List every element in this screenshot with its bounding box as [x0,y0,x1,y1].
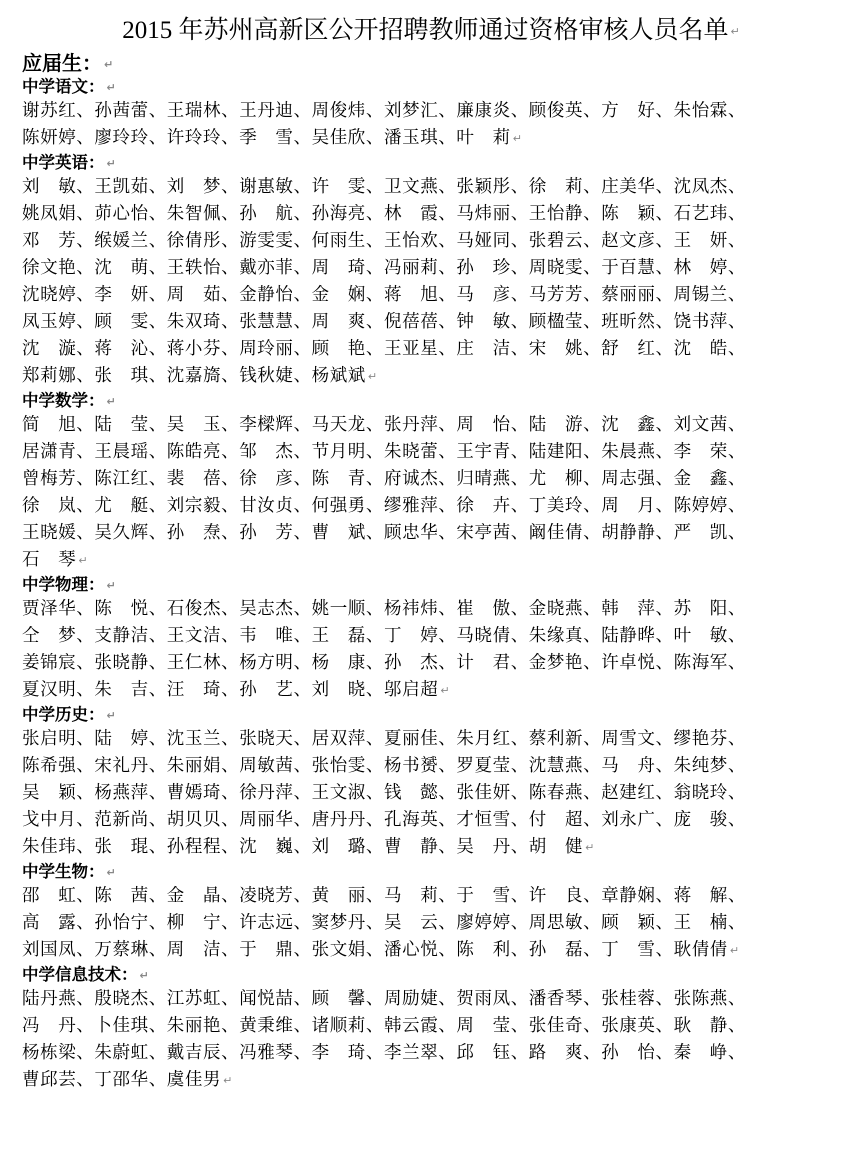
name-list-line [22,547,840,574]
paragraph-mark-icon: ↵ [78,554,89,567]
name-list-line [22,1040,840,1067]
subject-heading [22,964,840,986]
paragraph-mark-icon: ↵ [106,578,116,592]
name-list-text: 郑莉娜、张 琪、沈嘉旖、钱秋婕、杨斌斌 [22,366,366,386]
name-list-text: 刘国凤、万蔡琳、周 洁、于 鼎、张文娟、潘心悦、陈 利、孙 磊、丁 雪、耿倩倩 [22,940,728,960]
name-list-line [22,282,840,309]
name-list-text: 邓 芳、缑媛兰、徐倩彤、游雯雯、何雨生、王怡欢、马娅同、张碧云、赵文彦、王 妍、 [22,231,746,251]
paragraph-mark-icon: ↵ [106,708,116,722]
paragraph-mark-icon: ↵ [106,394,116,408]
name-list-line [22,412,840,439]
name-list-text: 朱佳玮、张 琨、孙程程、沈 巍、刘 璐、曹 静、吴 丹、胡 健 [22,837,584,857]
subject-heading-text: 中学英语： [22,153,105,172]
name-list-line [22,986,840,1013]
name-list-line [22,201,840,228]
subject-heading [22,390,840,412]
name-list-text: 高 露、孙怡宁、柳 宁、许志远、窦梦丹、吴 云、廖婷婷、周思敏、顾 颖、王 楠、 [22,913,746,933]
name-list-line [22,336,840,363]
subject-heading [22,152,840,174]
name-list-line [22,98,840,125]
name-list-line [22,174,840,201]
name-list-text: 冯 丹、卜佳琪、朱丽艳、黄秉维、诸顺莉、韩云霞、周 莹、张佳奇、张康英、耿 静、 [22,1016,746,1036]
document-title [22,14,840,48]
name-list-text: 陈希强、宋礼丹、朱丽娟、周敏茜、张怡雯、杨书赟、罗夏莹、沈慧燕、马 舟、朱纯梦、 [22,756,746,776]
subject-heading-text: 中学生物： [22,862,105,881]
name-list-line [22,1013,840,1040]
name-list-line [22,753,840,780]
name-list-text: 戈中月、范新尚、胡贝贝、周丽华、唐丹丹、孔海英、才恒雪、付 超、刘永广、庞 骏、 [22,810,746,830]
subject-section [22,861,840,964]
name-list-text: 曾梅芳、陈江红、裴 蓓、徐 彦、陈 青、府诚杰、归晴燕、尤 柳、周志强、金 鑫、 [22,469,746,489]
name-list-line [22,834,840,861]
name-list-line [22,125,840,152]
subject-section [22,704,840,861]
name-list-text: 徐文艳、沈 萌、王轶怡、戴亦菲、周 琦、冯丽莉、孙 珍、周晓雯、于百慧、林 婷、 [22,258,746,278]
name-list-text: 张启明、陆 婷、沈玉兰、张晓天、居双萍、夏丽佳、朱月红、蔡利新、周雪文、缪艳芬、 [22,729,746,749]
name-list-text: 沈晓婷、李 妍、周 茹、金静怡、金 娴、蒋 旭、马 彦、马芳芳、蔡丽丽、周锡兰、 [22,285,746,305]
subject-section [22,964,840,1094]
subject-heading-text: 中学语文： [22,77,105,96]
paragraph-mark-icon: ↵ [106,80,116,94]
name-list-text: 杨栋梁、朱蔚虹、戴吉辰、冯雅琴、李 琦、李兰翠、邱 钰、路 爽、孙 怡、秦 峥、 [22,1043,746,1063]
name-list-text: 居潇青、王晨瑶、陈皓亮、邹 杰、节月明、朱晓蕾、王宇青、陆建阳、朱晨燕、李 荣、 [22,442,746,462]
paragraph-mark-icon: ↵ [106,156,116,170]
name-list-text: 邵 虹、陈 茜、金 晶、凌晓芳、黄 丽、马 莉、于 雪、许 良、章静娴、蒋 解、 [22,886,746,906]
name-list-line [22,650,840,677]
name-list-text: 陈妍婷、廖玲玲、许玲玲、季 雪、吴佳欣、潘玉琪、叶 莉 [22,128,511,148]
subject-section [22,152,840,390]
name-list-text: 简 旭、陆 莹、吴 玉、李樑辉、马天龙、张丹萍、周 怡、陆 游、沈 鑫、刘文茜、 [22,415,746,435]
subject-heading-text: 中学物理： [22,575,105,594]
name-list-text: 陆丹燕、殷晓杰、江苏虹、闻悦喆、顾 馨、周励婕、贺雨凤、潘香琴、张桂蓉、张陈燕、 [22,989,746,1009]
subject-heading-text: 中学数学： [22,391,105,410]
name-list-line [22,726,840,753]
subject-heading-text: 中学历史： [22,705,105,724]
name-list-text: 石 琴 [22,550,77,570]
name-list-line [22,623,840,650]
category-heading [22,48,840,76]
paragraph-mark-icon: ↵ [106,865,116,879]
name-list-text: 曹邱芸、丁邵华、虞佳男 [22,1070,222,1090]
name-list-text: 沈 漩、蒋 沁、蒋小芬、周玲丽、顾 艳、王亚星、庄 洁、宋 姚、舒 红、沈 皓、 [22,339,746,359]
name-list-text: 姚凤娟、茆心怡、朱智佩、孙 航、孙海亮、林 霞、马炜丽、王怡静、陈 颖、石艺玮、 [22,204,746,224]
subject-section [22,76,840,152]
name-list-line [22,466,840,493]
name-list-line [22,596,840,623]
name-list-line [22,255,840,282]
subject-heading [22,574,840,596]
paragraph-mark-icon: ↵ [729,944,740,957]
paragraph-mark-icon: ↵ [440,684,451,697]
category-text: 应届生： [22,51,102,75]
subject-heading [22,861,840,883]
name-list-line [22,1067,840,1094]
name-list-line [22,883,840,910]
name-list-text: 徐 岚、尤 艇、刘宗毅、甘汝贞、何强勇、缪雅萍、徐 卉、丁美玲、周 月、陈婷婷、 [22,496,746,516]
name-list-text: 吴 颖、杨燕萍、曹嫣琦、徐丹萍、王文淑、钱 懿、张佳妍、陈春燕、赵建红、翁晓玲、 [22,783,746,803]
name-list-line [22,439,840,466]
paragraph-mark-icon: ↵ [367,370,378,383]
name-list-line [22,937,840,964]
paragraph-mark-icon: ↵ [512,132,523,145]
subject-heading [22,704,840,726]
name-list-line [22,493,840,520]
name-list-text: 王晓媛、吴久辉、孙 焘、孙 芳、曹 斌、顾忠华、宋亭茜、阚佳倩、胡静静、严 凯、 [22,523,746,543]
name-list-line [22,228,840,255]
subject-heading [22,76,840,98]
subject-section [22,574,840,704]
name-list-line [22,520,840,547]
paragraph-mark-icon: ↵ [585,841,595,854]
name-list-line [22,780,840,807]
name-list-text: 凤玉婷、顾 雯、朱双琦、张慧慧、周 爽、倪蓓蓓、钟 敏、顾楹莹、班昕然、饶书萍、 [22,312,746,332]
name-list-line [22,910,840,937]
paragraph-mark-icon: ↵ [104,57,114,71]
name-list-text: 姜锦宸、张晓静、王仁林、杨方明、杨 康、孙 杰、计 君、金梦艳、许卓悦、陈海军、 [22,653,746,673]
subject-sections [22,76,840,1094]
paragraph-mark-icon: ↵ [730,25,740,39]
name-list-text: 仝 梦、支静洁、王文洁、韦 唯、王 磊、丁 婷、马晓倩、朱缘真、陆静晔、叶 敏、 [22,626,746,646]
name-list-line [22,309,840,336]
name-list-line [22,807,840,834]
name-list-line [22,363,840,390]
name-list-text: 谢苏红、孙茜蕾、王瑞林、王丹迪、周俊炜、刘梦汇、廉康炎、顾俊英、方 好、朱怡霖、 [22,101,746,121]
title-text: 2015 年苏州高新区公开招聘教师通过资格审核人员名单 [122,17,729,44]
subject-heading-text: 中学信息技术： [22,965,138,984]
name-list-text: 贾泽华、陈 悦、石俊杰、吴志杰、姚一顺、杨祎炜、崔 傲、金晓燕、韩 萍、苏 阳、 [22,599,746,619]
name-list-text: 夏汉明、朱 吉、汪 琦、孙 艺、刘 晓、邬启超 [22,680,439,700]
paragraph-mark-icon: ↵ [139,968,149,982]
name-list-text: 刘 敏、王凯茹、刘 梦、谢惠敏、许 雯、卫文燕、张颖彤、徐 莉、庄美华、沈凤杰、 [22,177,746,197]
subject-section [22,390,840,574]
paragraph-mark-icon: ↵ [223,1074,233,1087]
name-list-line [22,677,840,704]
